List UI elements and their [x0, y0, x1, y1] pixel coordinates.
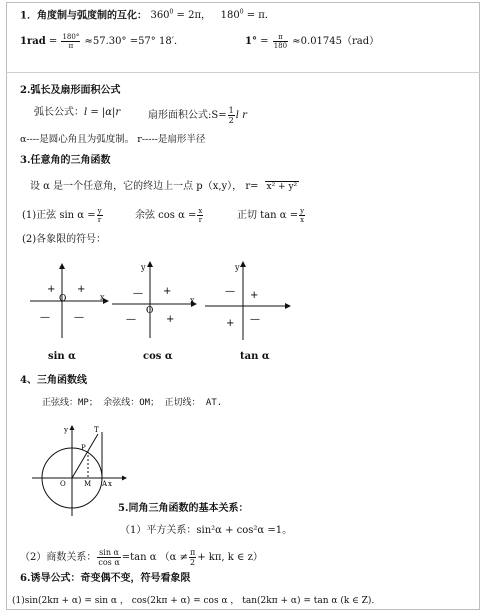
sin-sign-graph: [30, 264, 108, 338]
svg-text:—: —: [126, 314, 136, 325]
sector-area-formula: 扇形面积公式:S= $\frac{1}{2}$ l r: [148, 106, 247, 125]
svg-text:y: y: [64, 426, 68, 434]
sign-text: +: [47, 284, 56, 295]
sector-note: α----是圆心角且为弧度制。 r-----是扇形半径: [20, 134, 206, 145]
quotient-identity: （2）商数关系： $\frac{\text{sin α}}{\text{cos α}}$ =tan α （α ≠ $\frac{\pi}{2}$ + kπ, k ∈ z）: [20, 548, 263, 567]
svg-text:x: x: [108, 480, 112, 488]
svg-text:+: +: [166, 314, 175, 325]
arc-length-formula: 弧长公式：l = |α|r: [34, 107, 121, 118]
radical: x² + y²: [266, 182, 298, 192]
tan-sign-graph: [205, 262, 290, 340]
svg-text:x: x: [190, 296, 195, 305]
sin-graph-label: sin α: [48, 351, 76, 362]
section-5-title: 5.同角三角函数的基本关系：: [118, 503, 249, 514]
cos-sign-graph: [112, 262, 196, 338]
svg-text:M: M: [84, 480, 92, 488]
tan-graph-label: tan α: [240, 351, 270, 362]
svg-text:—: —: [40, 312, 50, 323]
induction-formula-1: (1)sin(2kπ + α) = sin α ， cos(2kπ + α) = cos α ， tan(2kπ + α) = tan α (k ∈ Z)．: [12, 596, 381, 606]
cosine-definition: 余弦 cos α = $\frac{x}{r}$: [135, 207, 203, 224]
rad-fraction: $\frac{180^\circ}{\pi}$: [62, 33, 80, 50]
svg-text:—: —: [133, 288, 143, 299]
section-6-title: 6.诱导公式：奇变偶不变，符号看象限: [20, 573, 191, 584]
svg-text:y: y: [141, 263, 146, 272]
svg-text:T: T: [94, 426, 99, 434]
section-1-line-1: 1．角度制与弧度制的互化： $360^0 = 2\pi$， $180^0 = \pi$．: [20, 9, 275, 22]
svg-text:O: O: [59, 294, 67, 304]
trig-definition-intro: 设 α 是一个任意角，它的终边上一点 p（x,y）， r= x² + y²: [30, 181, 298, 192]
quadrant-sign-graphs: [0, 256, 486, 346]
tangent-definition: 正切 tan α = $\frac{y}{x}$: [237, 207, 305, 224]
sine-definition: (1)正弦 sin α = $\frac{y}{r}$: [22, 207, 102, 224]
svg-text:+: +: [250, 290, 259, 301]
section-2-title: 2.弧长及扇形面积公式: [20, 85, 121, 96]
svg-text:P: P: [81, 444, 86, 452]
svg-text:x: x: [100, 293, 105, 302]
section-1-line-2: 1rad = $\frac{180^\circ}{\pi}$ ≈57.30° =57° 18′．: [20, 33, 184, 50]
section-1-line-3: 1° = $\frac{\pi}{180}$ ≈0.01745（rad）: [245, 33, 380, 50]
svg-text:—: —: [74, 312, 84, 323]
svg-text:A: A: [102, 480, 108, 488]
cos-graph-label: cos α: [143, 351, 173, 362]
svg-text:—: —: [250, 314, 260, 325]
svg-text:—: —: [225, 286, 235, 297]
svg-text:y: y: [235, 263, 240, 272]
pythagorean-identity: （1）平方关系：sin²α + cos²α =1。: [120, 525, 293, 536]
trig-lines-text: 正弦线：MP； 余弦线：OM； 正切线： AT.: [42, 398, 223, 408]
section-4-title: 4、三角函数线: [20, 375, 87, 386]
svg-text:+: +: [163, 286, 172, 297]
deg-fraction: $\frac{\pi}{180}$: [273, 33, 288, 50]
svg-text:+: +: [226, 318, 235, 329]
svg-text:O: O: [146, 306, 154, 316]
divider: [6, 72, 480, 73]
section-1-title: 1．角度制与弧度制的互化：: [20, 10, 147, 22]
svg-text:O: O: [60, 480, 66, 488]
quadrant-signs-title: (2)各象限的符号：: [22, 234, 107, 245]
section-3-title: 3.任意角的三角函数: [20, 155, 111, 166]
svg-text:+: +: [77, 284, 86, 295]
